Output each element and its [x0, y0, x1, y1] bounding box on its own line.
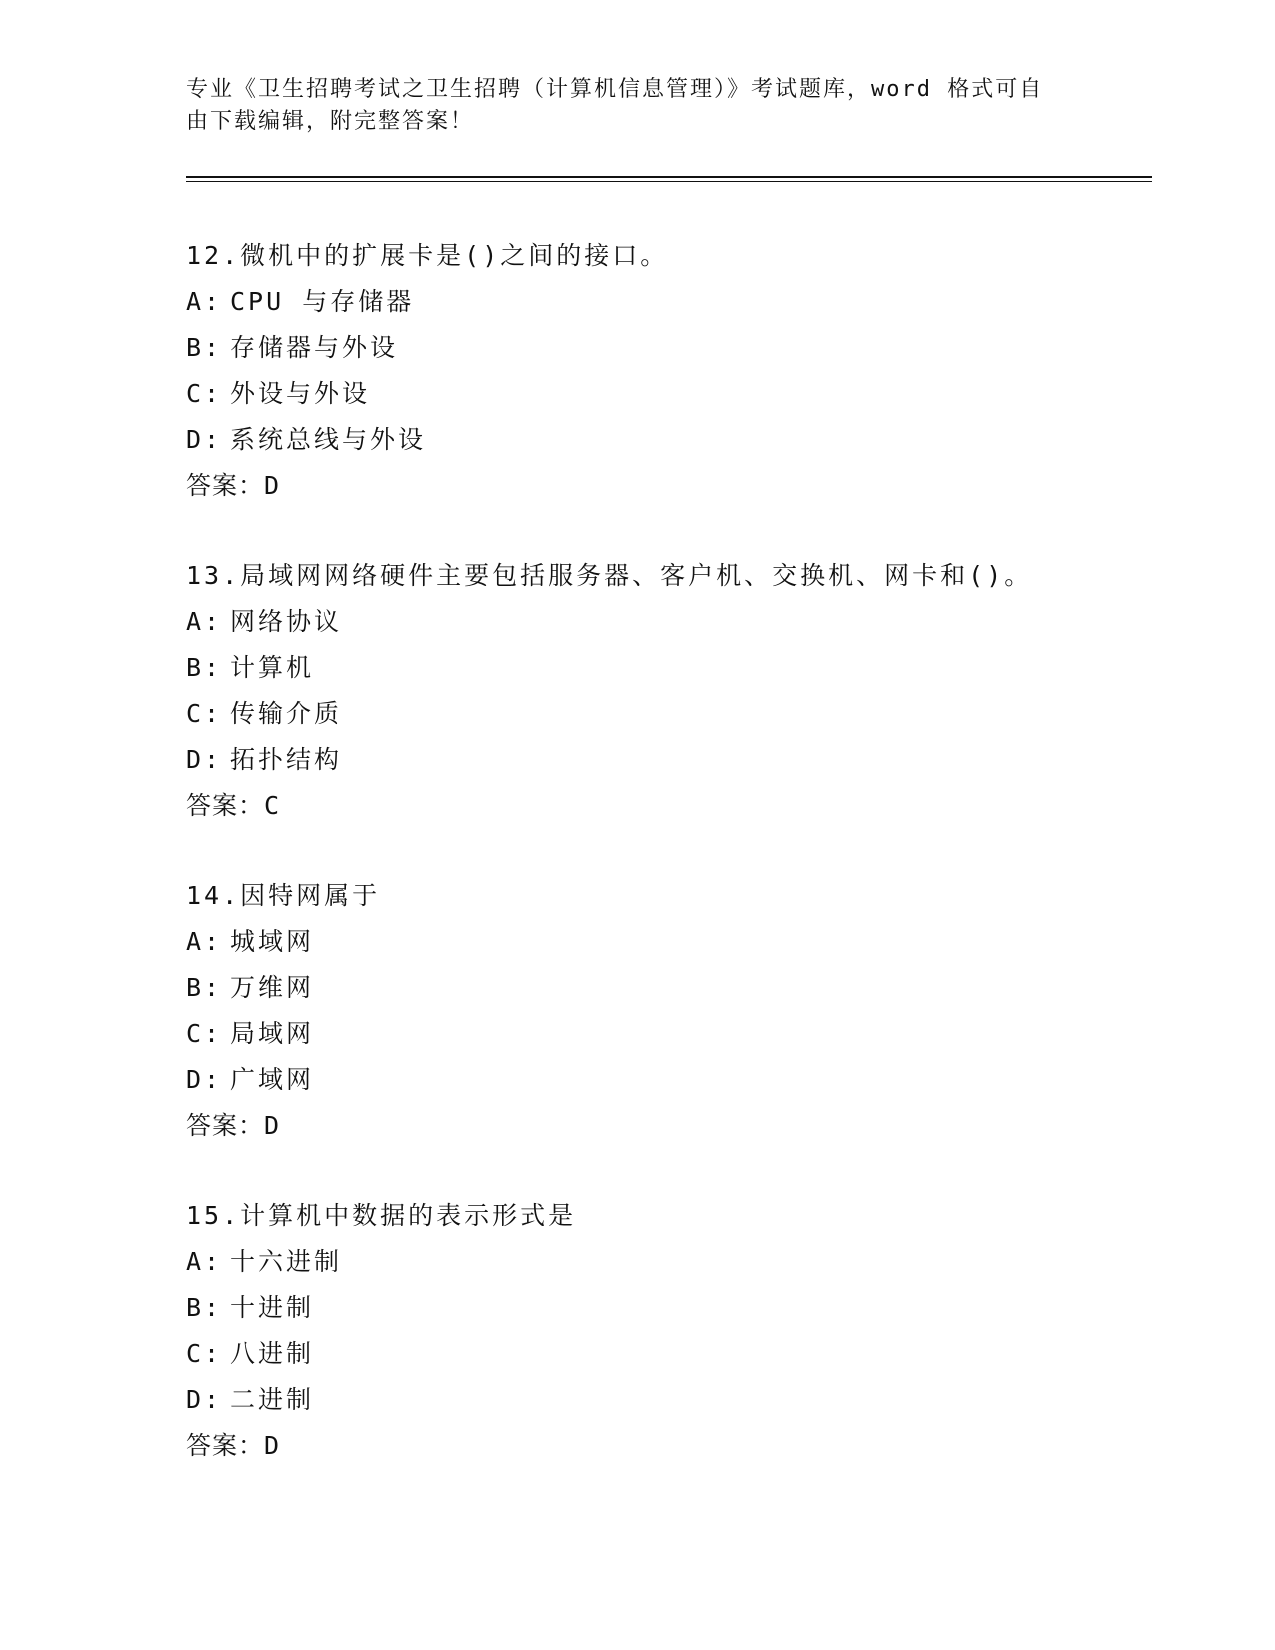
option-c — [186, 371, 1186, 417]
option-text: 二进制 — [230, 1385, 315, 1414]
option-text: 拓扑结构 — [230, 745, 343, 774]
answer-value: C — [264, 791, 281, 820]
option-text: 十进制 — [230, 1293, 315, 1322]
option-d — [186, 1057, 1186, 1103]
option-a — [186, 279, 1186, 325]
option-letter: C: — [186, 379, 223, 408]
option-text: 网络协议 — [230, 607, 343, 636]
question-14 — [186, 873, 1186, 1149]
option-letter: D: — [186, 745, 223, 774]
header-line-2: 由下载编辑，附完整答案！ — [186, 109, 475, 134]
answer-line — [186, 1103, 1186, 1149]
option-b — [186, 645, 1186, 691]
option-b — [186, 325, 1186, 371]
question-15 — [186, 1193, 1186, 1469]
option-letter: B: — [186, 1293, 223, 1322]
option-letter: C: — [186, 1339, 223, 1368]
option-letter: D: — [186, 425, 223, 454]
option-d — [186, 737, 1186, 783]
option-letter: B: — [186, 333, 223, 362]
option-text: 局域网 — [230, 1019, 315, 1048]
option-letter: D: — [186, 1065, 223, 1094]
answer-value: D — [264, 1431, 281, 1460]
option-letter: A: — [186, 1247, 223, 1276]
answer-line — [186, 783, 1186, 829]
option-a — [186, 919, 1186, 965]
option-letter: A: — [186, 607, 223, 636]
option-text: 广域网 — [230, 1065, 315, 1094]
option-text: 十六进制 — [230, 1247, 343, 1276]
option-text: 系统总线与外设 — [230, 425, 427, 454]
answer-value: D — [264, 471, 281, 500]
option-letter: C: — [186, 699, 223, 728]
option-text: CPU 与存储器 — [230, 287, 415, 316]
option-d — [186, 1377, 1186, 1423]
question-stem: 14.因特网属于 — [186, 881, 381, 910]
question-12 — [186, 233, 1186, 509]
option-b — [186, 1285, 1186, 1331]
answer-label: 答案： — [186, 1111, 265, 1140]
document-header — [186, 74, 1086, 138]
question-stem: 13.局域网网络硬件主要包括服务器、客户机、交换机、网卡和()。 — [186, 561, 1033, 590]
option-letter: A: — [186, 287, 223, 316]
option-a — [186, 1239, 1186, 1285]
option-text: 传输介质 — [230, 699, 343, 728]
option-text: 八进制 — [230, 1339, 315, 1368]
option-text: 计算机 — [230, 653, 315, 682]
option-a — [186, 599, 1186, 645]
option-d — [186, 417, 1186, 463]
answer-label: 答案： — [186, 471, 265, 500]
answer-label: 答案： — [186, 791, 265, 820]
question-stem: 12.微机中的扩展卡是()之间的接口。 — [186, 241, 669, 270]
option-text: 外设与外设 — [230, 379, 371, 408]
question-stem: 15.计算机中数据的表示形式是 — [186, 1201, 577, 1230]
option-text: 城域网 — [230, 927, 315, 956]
option-c — [186, 691, 1186, 737]
header-line-1: 专业《卫生招聘考试之卫生招聘（计算机信息管理）》考试题库，word 格式可自 — [186, 77, 1044, 102]
option-text: 存储器与外设 — [230, 333, 399, 362]
option-text: 万维网 — [230, 973, 315, 1002]
header-divider-thick — [186, 176, 1152, 178]
option-letter: C: — [186, 1019, 223, 1048]
option-letter: B: — [186, 973, 223, 1002]
option-letter: D: — [186, 1385, 223, 1414]
option-c — [186, 1011, 1186, 1057]
option-letter: B: — [186, 653, 223, 682]
answer-value: D — [264, 1111, 281, 1140]
answer-line — [186, 1423, 1186, 1469]
header-divider-thin — [186, 181, 1152, 182]
option-c — [186, 1331, 1186, 1377]
question-13 — [186, 553, 1186, 829]
option-letter: A: — [186, 927, 223, 956]
option-b — [186, 965, 1186, 1011]
answer-label: 答案： — [186, 1431, 265, 1460]
answer-line — [186, 463, 1186, 509]
